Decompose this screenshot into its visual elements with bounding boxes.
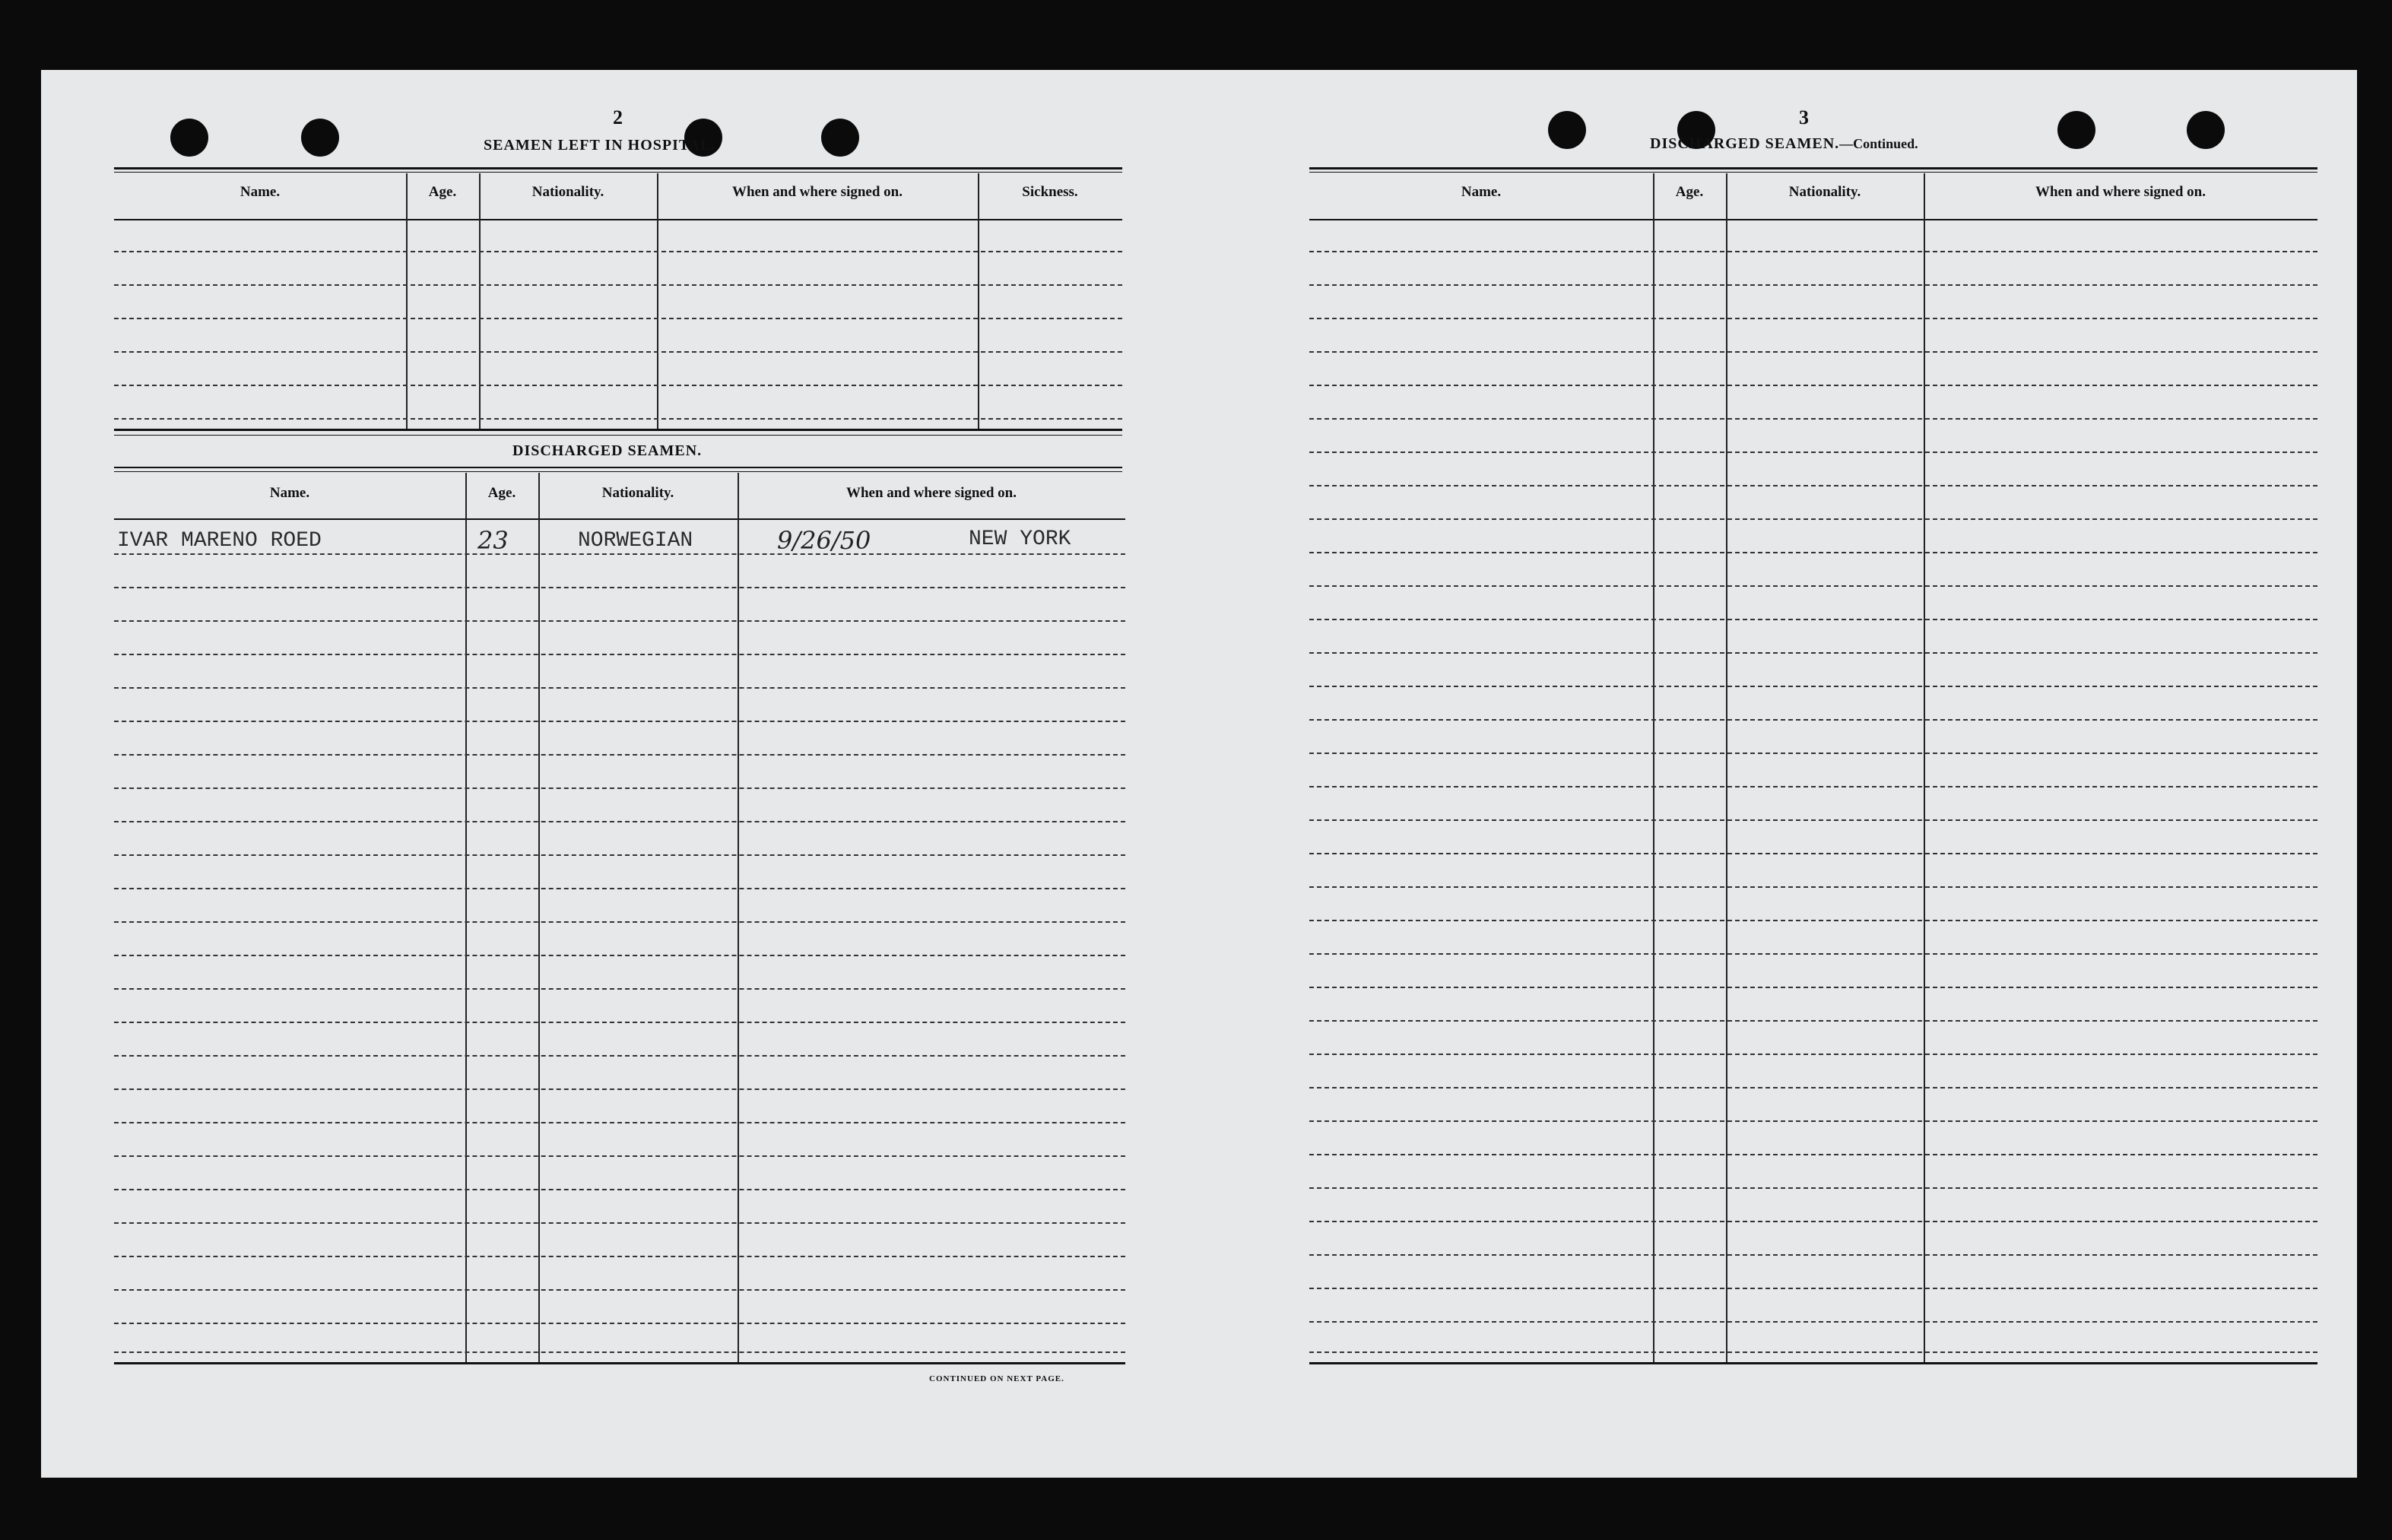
col-header-age: Age. (487, 485, 516, 501)
left-page (41, 70, 1182, 1478)
continued-note: CONTINUED ON NEXT PAGE. (929, 1374, 1064, 1383)
discharged-section-title: DISCHARGED SEAMEN. (512, 442, 703, 459)
col-header-nationality: Nationality. (1788, 184, 1861, 200)
page-number: 3 (1799, 106, 1809, 128)
col-header-name: Name. (269, 485, 310, 501)
col-header-age: Age. (1675, 184, 1704, 200)
seaman-nationality: NORWEGIAN (578, 529, 693, 553)
ledger-sheet (41, 70, 2357, 1478)
seaman-age: 23 (477, 526, 509, 555)
seaman-name: IVAR MARENO ROED (117, 529, 322, 553)
col-header-name: Name. (1461, 184, 1502, 200)
hospital-section-title: SEAMEN LEFT IN HOSPITAL. (484, 137, 716, 154)
discharged-continued-title (1650, 135, 1918, 153)
signed-on-date: 9/26/50 (777, 526, 871, 555)
title-suffix: —Continued. (1839, 136, 1918, 151)
title-main: DISCHARGED SEAMEN. (1650, 135, 1840, 152)
col-header-when-where: When and where signed on. (2035, 184, 2206, 200)
signed-on-place: NEW YORK (969, 528, 1071, 551)
col-header-sickness: Sickness. (1022, 184, 1078, 200)
page-number: 2 (613, 106, 623, 128)
col-header-name: Name. (240, 184, 281, 200)
col-header-age: Age. (428, 184, 457, 200)
col-header-nationality: Nationality. (601, 485, 674, 501)
col-header-when-where: When and where signed on. (731, 184, 903, 200)
col-header-nationality: Nationality. (531, 184, 604, 200)
right-page (1227, 70, 2352, 1478)
col-header-when-where: When and where signed on. (845, 485, 1017, 501)
